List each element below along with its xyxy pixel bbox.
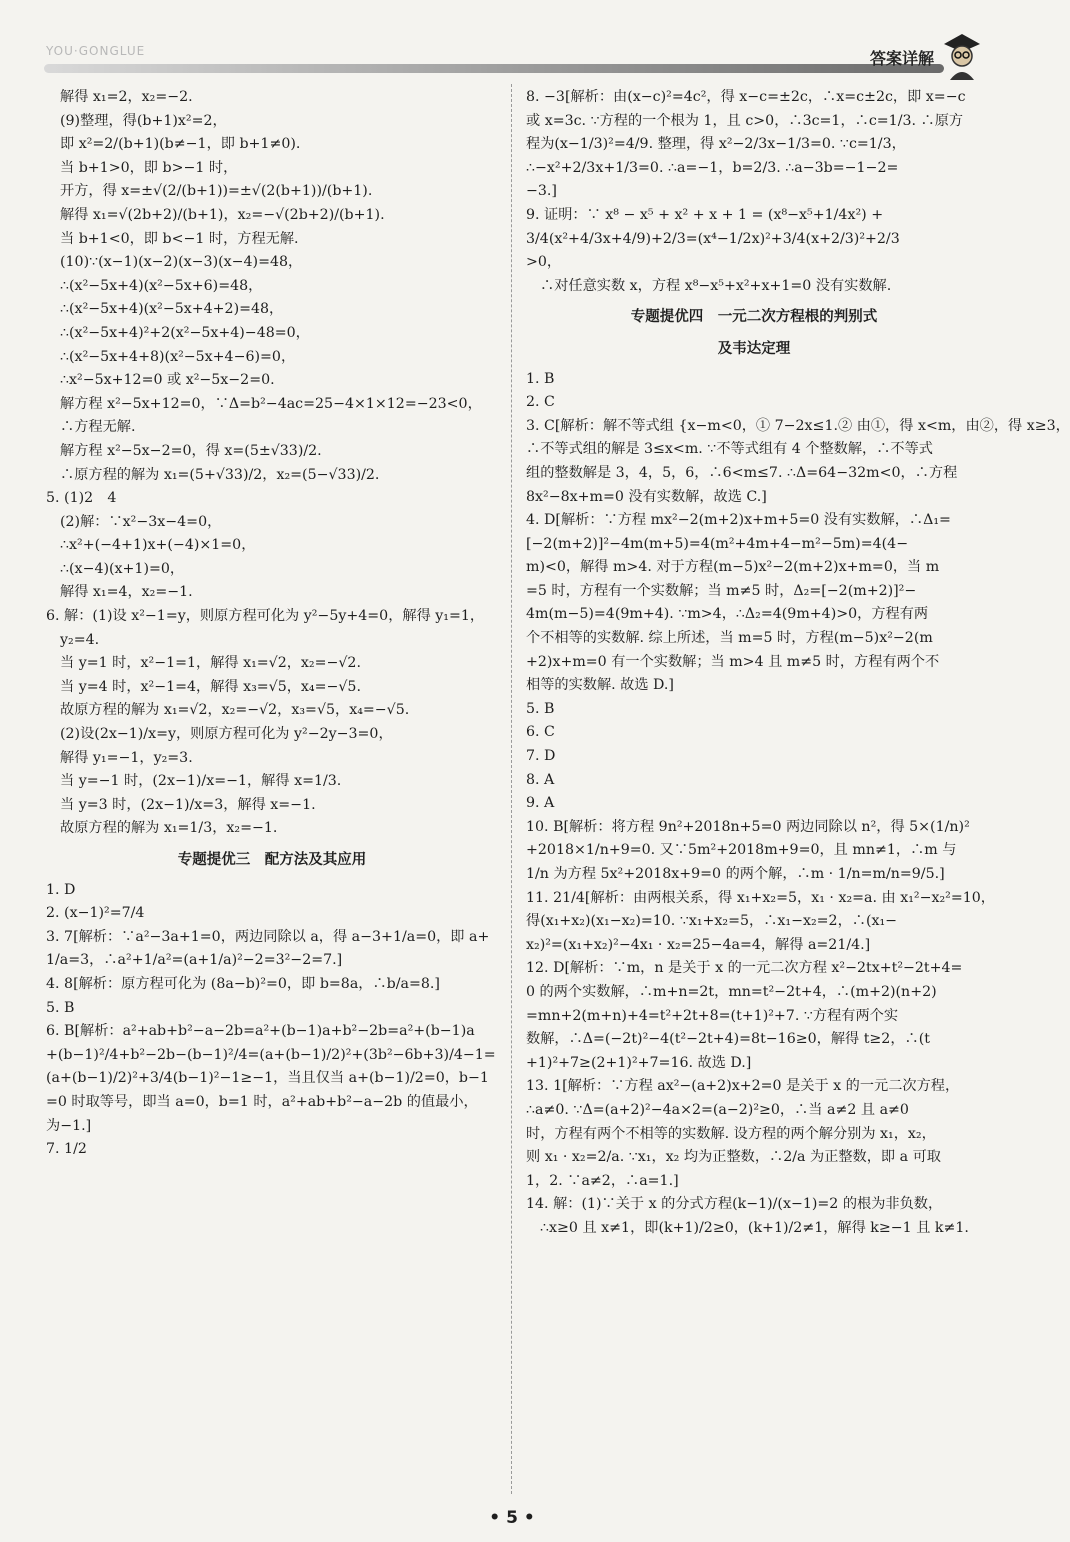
text-line: 解得 x₁=√(2b+2)/(b+1)，x₂=−√(2b+2)/(b+1).: [60, 206, 385, 223]
answer-item: 4. 8[解析：原方程可化为 (8a−b)²=0，即 b=8a，∴b/a=8.]: [46, 975, 440, 992]
text-line: ∴(x−4)(x+1)=0，: [60, 560, 185, 577]
answer-item: 9. A: [526, 795, 555, 812]
text-line: (2)设(2x−1)/x=y，则原方程可化为 y²−2y−3=0，: [60, 726, 393, 743]
text-line: +(b−1)²/4+b²−2b−(b−1)²/4=(a+(b−1)/2)²+(3b²−6b+3)/4−1=: [46, 1046, 496, 1063]
text-line: 程为(x−1/3)²=4/9. 整理，得 x²−2/3x−1/3=0. ∵c=1/3，: [526, 136, 906, 153]
text-line: 为−1.]: [46, 1117, 92, 1134]
text-line: ∴(x²−5x+4+8)(x²−5x+4−6)=0，: [60, 348, 296, 365]
section-title-cont: 及韦达定理: [717, 340, 791, 357]
text-line: [−2(m+2)]²−4m(m+5)=4(m²+4m+4−m²−5m)=4(4−: [526, 535, 909, 552]
answer-item: 9. 证明：∵ x⁸ − x⁵ + x² + x + 1 = (x⁸−x⁵+1/4x²) +: [526, 206, 884, 223]
section-title: 专题提优四 一元二次方程根的判别式: [630, 309, 878, 326]
text-line: ∴原方程的解为 x₁=(5+√33)/2，x₂=(5−√33)/2.: [60, 466, 380, 483]
text-line: 时，方程有两个不相等的实数解. 设方程的两个解分别为 x₁，x₂，: [526, 1125, 936, 1142]
text-line: ∴x²−5x+12=0 或 x²−5x−2=0.: [60, 372, 275, 389]
text-line: 解得 x₁=4，x₂=−1.: [60, 584, 193, 601]
text-line: 即 x²=2/(b+1)(b≠−1，即 b+1≠0).: [60, 136, 301, 153]
answer-item: 3. 7[解析：∵a²−3a+1=0，两边同除以 a，得 a−3+1/a=0，即 a+: [46, 928, 490, 945]
text-line: (10)∵(x−1)(x−2)(x−3)(x−4)=48，: [60, 254, 303, 271]
mascot-icon: [940, 30, 984, 82]
text-line: 1/a=3，∴a²+1/a²=(a+1/a)²−2=3²−2=7.]: [46, 952, 343, 969]
answer-item: 11. 21/4[解析：由两根关系，得 x₁+x₂=5，x₁ · x₂=a. 由 x₁²−x₂²=10，: [526, 889, 995, 906]
right-column: [526, 86, 1070, 1241]
text-line: =0 时取等号，即当 a=0，b=1 时，a²+ab+b²−a−2b 的值最小，: [46, 1093, 478, 1110]
text-line: 相等的实数解. 故选 D.]: [526, 677, 674, 694]
text-line: 当 y=3 时，(2x−1)/x=3，解得 x=−1.: [60, 796, 316, 813]
text-line: x₂)²=(x₁+x₂)²−4x₁ · x₂=25−4a=4，解得 a=21/4.]: [526, 936, 871, 953]
answer-item: 6. B[解析：a²+ab+b²−a−2b=a²+(b−1)a+b²−2b=a²+(b−1)a: [46, 1023, 475, 1040]
text-line: ∴−x²+2/3x+1/3=0. ∴a=−1，b=2/3. ∴a−3b=−1−2=: [526, 159, 899, 176]
text-line: ∴不等式组的解是 3≤x<m. ∵不等式组有 4 个整数解，∴不等式: [526, 441, 933, 458]
text-line: y₂=4.: [60, 631, 100, 648]
answer-item: 8. −3[解析：由(x−c)²=4c²，得 x−c=±2c，∴x=c±2c，即 x=−c: [526, 89, 966, 105]
header-title: 答案详解: [869, 49, 934, 68]
text-line: (a+(b−1)/2)²+3/4(b−1)²−1≥−1，当且仅当 a+(b−1)/2=0，b−1: [46, 1070, 489, 1087]
answer-item: 8. A: [526, 771, 555, 788]
answer-item: 6. 解：(1)设 x²−1=y，则原方程可化为 y²−5y+4=0，解得 y₁=1，: [46, 608, 485, 625]
page-number: • 5 •: [489, 1508, 535, 1528]
answer-item: 10. B[解析：将方程 9n²+2018n+5=0 两边同除以 n²，得 5×(1/n)²: [526, 818, 970, 835]
text-line: 当 y=1 时，x²−1=1，解得 x₁=√2，x₂=−√2.: [60, 655, 361, 672]
text-line: =mn+2(m+n)+4=t²+2t+8=(t+1)²+7. ∵方程有两个实: [526, 1007, 899, 1024]
text-line: +2018×1/n+9=0. 又∵5m²+2018m+9=0，且 mn≠1，∴m 与: [526, 842, 957, 859]
brand-watermark: YOU·GONGLUE: [46, 44, 146, 58]
answer-item: 1. B: [526, 370, 555, 387]
text-line: 故原方程的解为 x₁=1/3，x₂=−1.: [60, 820, 278, 837]
answer-item: 7. D: [526, 748, 556, 765]
text-line: 1/n 为方程 5x²+2018x+9=0 的两个解，∴m · 1/n=m/n=9/5.]: [526, 866, 945, 882]
answer-item: 13. 1[解析：∵方程 ax²−(a+2)x+2=0 是关于 x 的一元二次方程，: [526, 1078, 960, 1095]
text-line: 解方程 x²−5x+12=0，∵Δ=b²−4ac=25−4×1×12=−23<0，: [60, 395, 482, 412]
text-line: 开方，得 x=±√(2/(b+1))=±√(2(b+1))/(b+1).: [60, 183, 373, 200]
text-line: (2)解：∵x²−3x−4=0，: [60, 513, 222, 530]
text-line: 或 x=3c. ∵方程的一个根为 1，且 c>0，∴3c=1，∴c=1/3. ∴原方: [526, 112, 964, 129]
text-line: m)<0，解得 m>4. 对于方程(m−5)x²−2(m+2)x+m=0，当 m: [526, 559, 940, 576]
text-line: ∴方程无解.: [60, 419, 136, 436]
text-line: 当 y=−1 时，(2x−1)/x=−1，解得 x=1/3.: [60, 773, 342, 790]
text-line: ∴对任意实数 x，方程 x⁸−x⁵+x²+x+1=0 没有实数解.: [540, 277, 892, 294]
answer-item: 3. C[解析：解不等式组 {x−m<0，① 7−2x≤1.② 由①，得 x<m，由②，得 x≥3，: [526, 417, 1070, 434]
text-line: 则 x₁ · x₂=2/a. ∵x₁，x₂ 均为正整数，∴2/a 为正整数，即 a 可取: [526, 1149, 941, 1166]
text-line: (9)整理，得(b+1)x²=2，: [60, 112, 227, 129]
section-title: 专题提优三 配方法及其应用: [177, 852, 367, 868]
text-line: ∴a≠0. ∵Δ=(a+2)²−4a×2=(a−2)²≥0，∴当 a≠2 且 a≠0: [526, 1101, 909, 1118]
text-line: 数解，∴Δ=(−2t)²−4(t²−2t+4)=8t−16≥0，解得 t≥2，∴(t: [526, 1031, 930, 1048]
text-line: 3/4(x²+4/3x+4/9)+2/3=(x⁴−1/2x)²+3/4(x+2/3)²+2/3: [526, 230, 900, 247]
answer-item: 1. D: [46, 881, 76, 898]
text-line: 个不相等的实数解. 综上所述，当 m=5 时，方程(m−5)x²−2(m: [526, 630, 933, 647]
text-line: 解得 x₁=2，x₂=−2.: [60, 89, 193, 105]
answer-item: 12. D[解析：∵m，n 是关于 x 的一元二次方程 x²−2tx+t²−2t+4=: [526, 960, 963, 977]
text-line: ∴(x²−5x+4)²+2(x²−5x+4)−48=0，: [60, 324, 310, 341]
text-line: 得(x₁+x₂)(x₁−x₂)=10. ∵x₁+x₂=5，∴x₁−x₂=2，∴(x₁−: [526, 913, 898, 930]
answer-item: 14. 解：(1)∵关于 x 的分式方程(k−1)/(x−1)=2 的根为非负数，: [526, 1196, 943, 1213]
text-line: 4m(m−5)=4(9m+4). ∵m>4，∴Δ₂=4(9m+4)>0，方程有两: [526, 606, 929, 623]
text-line: >0，: [526, 254, 562, 271]
text-line: ∴(x²−5x+4)(x²−5x+6)=48，: [60, 277, 263, 294]
answer-item: 7. 1/2: [46, 1141, 87, 1158]
text-line: −3.]: [526, 183, 557, 200]
answer-item: 5. B: [526, 700, 555, 717]
text-line: +2)x+m=0 有一个实数解；当 m>4 且 m≠5 时，方程有两个不: [526, 653, 940, 670]
text-line: 8x²−8x+m=0 没有实数解，故选 C.]: [526, 488, 767, 505]
page-header: [0, 0, 1024, 84]
header-bar: [44, 64, 944, 73]
text-line: 解得 y₁=−1，y₂=3.: [60, 749, 193, 766]
text-line: 组的整数解是 3，4，5，6，∴6<m≤7. ∴Δ=64−32m<0，∴方程: [526, 464, 958, 481]
text-line: ∴x²+(−4+1)x+(−4)×1=0，: [60, 537, 256, 554]
text-line: 解方程 x²−5x−2=0，得 x=(5±√33)/2.: [60, 442, 322, 459]
text-line: 1，2. ∵a≠2，∴a=1.]: [526, 1172, 679, 1189]
text-line: +1)²+7≥(2+1)²+7=16. 故选 D.]: [526, 1054, 752, 1071]
text-line: 故原方程的解为 x₁=√2，x₂=−√2，x₃=√5，x₄=−√5.: [60, 702, 410, 719]
text-line: 当 y=4 时，x²−1=4，解得 x₃=√5，x₄=−√5.: [60, 678, 361, 695]
answer-item: 2. (x−1)²=7/4: [46, 905, 145, 922]
column-divider: [511, 84, 512, 1494]
text-line: ∴x≥0 且 x≠1，即(k+1)/2≥0，(k+1)/2≠1，解得 k≥−1 且 k≠1.: [540, 1219, 969, 1236]
text-line: 当 b+1>0，即 b>−1 时，: [60, 159, 238, 176]
answer-item: 6. C: [526, 724, 555, 741]
left-column: [46, 86, 498, 1162]
answer-item: 5. B: [46, 999, 75, 1016]
answer-item: 4. D[解析：∵方程 mx²−2(m+2)x+m+5=0 没有实数解，∴Δ₁=: [526, 512, 951, 529]
text-line: 0 的两个实数解，∴m+n=2t，mn=t²−2t+4，∴(m+2)(n+2): [526, 983, 937, 1000]
answer-item: 5. (1)2 4: [46, 490, 117, 507]
text-line: =5 时，方程有一个实数解；当 m≠5 时，Δ₂=[−2(m+2)]²−: [526, 582, 917, 599]
answer-item: 2. C: [526, 394, 555, 411]
text-line: ∴(x²−5x+4)(x²−5x+4+2)=48，: [60, 301, 284, 318]
text-line: 当 b+1<0，即 b<−1 时，方程无解.: [60, 230, 299, 247]
